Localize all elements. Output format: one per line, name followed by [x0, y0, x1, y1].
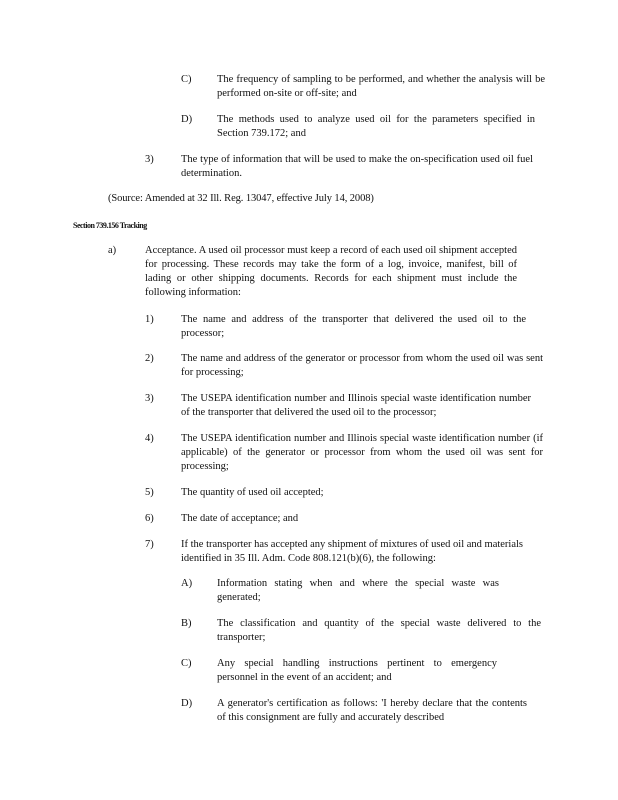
- list-item-3-text: The USEPA identification number and Illinois special waste identification number of the transporter that delivered the used oil to the processor;: [181, 393, 531, 418]
- sublist-item-c-text: Any special handling instructions pertinent to emergency personnel in the event of an accident; and: [217, 658, 497, 683]
- sublist-item-b-label: B): [181, 618, 192, 629]
- list-item-2-text: The name and address of the generator or processor from whom the used oil was sent for processing;: [181, 353, 543, 378]
- sublist-item-d-label: D): [181, 698, 193, 709]
- item-d-text: The methods used to analyze used oil for the parameters specified in Section 739.172; and: [217, 114, 535, 139]
- list-item-4-label: 4): [145, 433, 154, 444]
- item-3-text: The type of information that will be used to make the on-specification used oil fuel determination.: [181, 154, 533, 179]
- subsection-a-label: a): [108, 245, 117, 256]
- item-d-label: D): [181, 114, 193, 125]
- list-item-2-label: 2): [145, 353, 154, 364]
- section-heading: Section 739.156 Tracking: [73, 221, 147, 230]
- sublist-item-a-text: Information stating when and where the special waste was generated;: [217, 578, 499, 603]
- list-item-7-label: 7): [145, 539, 154, 550]
- list-item-5-text: The quantity of used oil accepted;: [181, 487, 324, 498]
- list-item-3-label: 3): [145, 393, 154, 404]
- list-item-1-text: The name and address of the transporter that delivered the used oil to the processor;: [181, 314, 526, 339]
- list-item-4-text: The USEPA identification number and Illinois special waste identification number (if applicable) of the generator or processor from whom the used oil was sent for processing;: [181, 433, 543, 472]
- item-c-text: The frequency of sampling to be performed, and whether the analysis will be performed on-site or off-site; and: [217, 74, 545, 99]
- subsection-a-text: Acceptance. A used oil processor must keep a record of each used oil shipment accepted for processing. These records may take the form of a log, invoice, manifest, bill of lading or other shipping documents. Records for each shipment must include the following information:: [145, 245, 517, 298]
- sublist-item-d-text: A generator's certification as follows: 'I hereby declare that the contents of this consignment are fully and accurately described: [217, 698, 527, 723]
- list-item-5-label: 5): [145, 487, 154, 498]
- sublist-item-c-label: C): [181, 658, 192, 669]
- list-item-1-label: 1): [145, 314, 154, 325]
- item-c-label: C): [181, 74, 192, 85]
- list-item-7-text: If the transporter has accepted any shipment of mixtures of used oil and materials identified in 35 Ill. Adm. Code 808.121(b)(6), the following:: [181, 539, 524, 564]
- source-note: (Source: Amended at 32 Ill. Reg. 13047, effective July 14, 2008): [108, 193, 374, 204]
- list-item-6-label: 6): [145, 513, 154, 524]
- sublist-item-a-label: A): [181, 578, 193, 589]
- item-3-label: 3): [145, 154, 154, 165]
- list-item-6-text: The date of acceptance; and: [181, 513, 299, 524]
- sublist-item-b-text: The classification and quantity of the special waste delivered to the transporter;: [217, 618, 541, 643]
